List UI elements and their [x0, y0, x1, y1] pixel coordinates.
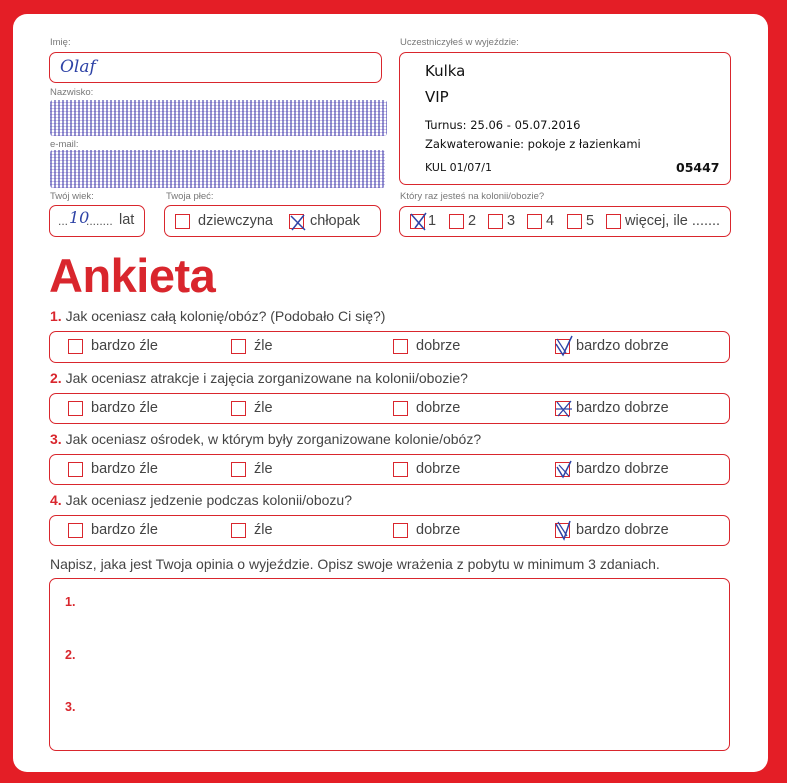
check-mark-icon — [409, 211, 429, 233]
times-checkbox-1[interactable] — [410, 214, 425, 229]
opinion-textarea[interactable] — [49, 578, 730, 751]
times-checkbox-more[interactable] — [606, 214, 621, 229]
opinion-line-2: 2. — [65, 648, 76, 662]
surname-label: Nazwisko: — [50, 87, 94, 98]
question-number: 1. — [50, 308, 62, 324]
times-checkbox-2[interactable] — [449, 214, 464, 229]
times-option-label: 4 — [546, 213, 555, 229]
question-2 — [50, 370, 468, 386]
gender-group — [164, 205, 381, 237]
check-mark-icon — [554, 459, 574, 481]
rating-checkbox-checked[interactable] — [555, 523, 570, 538]
gender-label: Twoja płeć: — [166, 191, 214, 202]
rating-checkbox-checked[interactable] — [555, 401, 570, 416]
opinion-line-3: 3. — [65, 700, 76, 714]
rating-label: bardzo dobrze — [576, 461, 669, 477]
rating-checkbox[interactable] — [68, 401, 83, 416]
rating-row-2 — [49, 393, 730, 424]
times-option-label: 3 — [507, 213, 516, 229]
question-text: Jak oceniasz atrakcje i zajęcia zorganizowane na kolonii/obozie? — [65, 370, 468, 386]
gender-checkbox-boy[interactable] — [289, 214, 304, 229]
rating-checkbox[interactable] — [393, 523, 408, 538]
question-3 — [50, 431, 481, 447]
surname-redacted — [50, 100, 387, 136]
rating-row-3 — [49, 454, 730, 485]
rating-label: źle — [254, 461, 273, 477]
times-checkbox-5[interactable] — [567, 214, 582, 229]
rating-label: dobrze — [416, 461, 461, 477]
rating-label: bardzo dobrze — [576, 522, 669, 538]
gender-checkbox-girl[interactable] — [175, 214, 190, 229]
times-group — [399, 206, 731, 237]
rating-checkbox[interactable] — [393, 401, 408, 416]
rating-label: bardzo źle — [91, 338, 158, 354]
age-unit: lat — [119, 212, 135, 228]
question-1 — [50, 308, 385, 324]
email-redacted — [50, 150, 385, 188]
age-label: Twój wiek: — [50, 191, 94, 202]
question-number: 4. — [50, 492, 62, 508]
age-field[interactable] — [49, 205, 145, 237]
participant-line2: VIP — [425, 88, 449, 106]
rating-checkbox[interactable] — [68, 339, 83, 354]
age-suffix: ........ — [86, 214, 113, 228]
participant-label: Uczestniczyłeś w wyjeździe: — [400, 37, 519, 48]
rating-label: bardzo dobrze — [576, 338, 669, 354]
email-label: e-mail: — [50, 139, 79, 150]
question-4 — [50, 492, 352, 508]
name-value: Olaf — [60, 57, 96, 77]
question-text: Jak oceniasz całą kolonię/obóz? (Podobało Ci się?) — [65, 308, 386, 324]
participant-number: 05447 — [676, 160, 720, 175]
times-option-label: 2 — [468, 213, 477, 229]
opinion-prompt: Napisz, jaka jest Twoja opinia o wyjeździe. Opisz swoje wrażenia z pobytu w minimum 3 zdaniach. — [50, 556, 660, 572]
rating-checkbox[interactable] — [68, 462, 83, 477]
check-mark-icon — [554, 520, 574, 542]
rating-label: dobrze — [416, 338, 461, 354]
name-label: Imię: — [50, 37, 71, 48]
rating-checkbox[interactable] — [231, 462, 246, 477]
rating-checkbox[interactable] — [231, 401, 246, 416]
rating-row-4 — [49, 515, 730, 546]
page-title: Ankieta — [49, 249, 216, 302]
rating-label: dobrze — [416, 400, 461, 416]
rating-label: bardzo źle — [91, 522, 158, 538]
check-mark-icon — [554, 336, 574, 358]
times-option-label: 1 — [428, 213, 437, 229]
gender-option-label: dziewczyna — [198, 213, 273, 229]
rating-row-1 — [49, 331, 730, 363]
rating-label: dobrze — [416, 522, 461, 538]
times-option-label: więcej, ile ....... — [625, 213, 721, 229]
rating-label: bardzo źle — [91, 461, 158, 477]
times-option-label: 5 — [586, 213, 595, 229]
times-label: Który raz jesteś na kolonii/obozie? — [400, 191, 545, 202]
times-checkbox-4[interactable] — [527, 214, 542, 229]
rating-label: źle — [254, 522, 273, 538]
rating-checkbox-checked[interactable] — [555, 339, 570, 354]
rating-checkbox[interactable] — [231, 339, 246, 354]
question-number: 2. — [50, 370, 62, 386]
rating-checkbox[interactable] — [68, 523, 83, 538]
participant-line1: Kulka — [425, 62, 466, 80]
check-mark-icon — [554, 398, 574, 420]
rating-checkbox[interactable] — [393, 462, 408, 477]
age-prefix: ... — [58, 214, 69, 228]
participant-code: KUL 01/07/1 — [425, 161, 492, 174]
rating-checkbox-checked[interactable] — [555, 462, 570, 477]
rating-label: bardzo dobrze — [576, 400, 669, 416]
rating-checkbox[interactable] — [393, 339, 408, 354]
check-mark-icon — [288, 211, 308, 233]
rating-checkbox[interactable] — [231, 523, 246, 538]
name-field[interactable] — [49, 52, 382, 83]
age-value: 10 — [69, 208, 90, 227]
gender-option-label: chłopak — [310, 213, 360, 229]
question-text: Jak oceniasz jedzenie podczas kolonii/obozu? — [65, 492, 352, 508]
question-number: 3. — [50, 431, 62, 447]
question-text: Jak oceniasz ośrodek, w którym były zorganizowane kolonie/obóz? — [65, 431, 482, 447]
rating-label: źle — [254, 338, 273, 354]
rating-label: źle — [254, 400, 273, 416]
opinion-line-1: 1. — [65, 595, 76, 609]
times-checkbox-3[interactable] — [488, 214, 503, 229]
rating-label: bardzo źle — [91, 400, 158, 416]
participant-stamp — [399, 52, 731, 185]
participant-turnus: Turnus: 25.06 - 05.07.2016 — [425, 118, 581, 132]
participant-accommodation: Zakwaterowanie: pokoje z łazienkami — [425, 137, 641, 151]
